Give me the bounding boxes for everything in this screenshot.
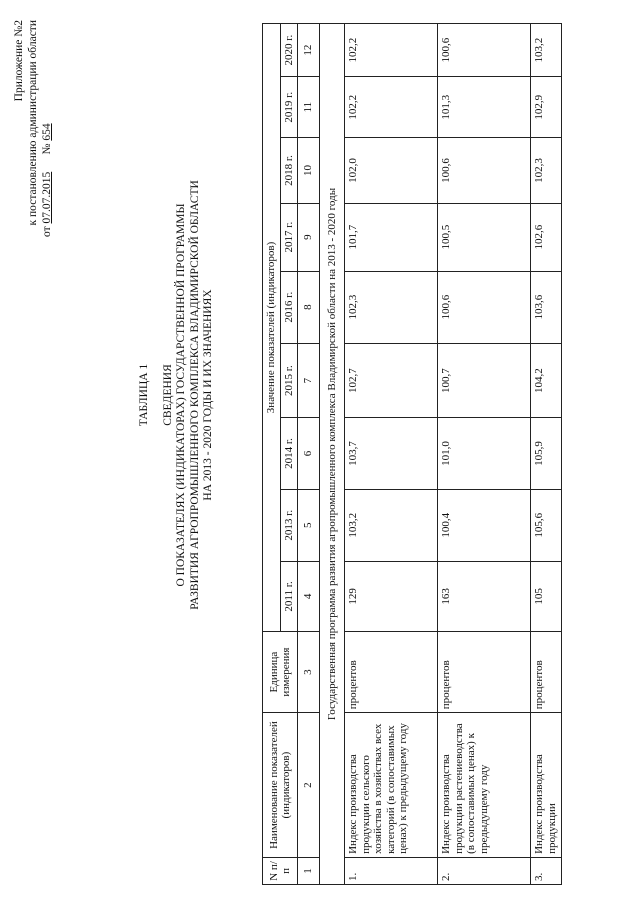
header-row-top xyxy=(263,24,281,885)
value-cell: 103,7 xyxy=(345,418,438,489)
column-index-cell: 2 xyxy=(298,713,320,858)
row-number: 1. xyxy=(345,857,438,884)
number-prefix: № xyxy=(41,143,53,155)
table-row xyxy=(438,24,531,885)
column-index-cell: 6 xyxy=(298,418,320,489)
col-header-name: Наименование показателей (индикаторов) xyxy=(263,713,298,858)
value-cell: 102,2 xyxy=(345,77,438,138)
value-cell: 101,0 xyxy=(438,418,531,489)
year-header: 2014 г. xyxy=(280,418,298,489)
row-unit: процентов xyxy=(531,631,562,712)
year-header: 2016 г. xyxy=(280,271,298,343)
table-number: ТАБЛИЦА 1 xyxy=(138,363,150,427)
row-number: 2. xyxy=(438,857,531,884)
decree-date: 07.07.2015 xyxy=(41,171,53,224)
decree-number: 654 xyxy=(41,123,53,141)
value-cell: 103,2 xyxy=(345,489,438,561)
value-cell: 105,6 xyxy=(531,489,562,561)
value-cell: 102,6 xyxy=(531,203,562,271)
heading-line-1: СВЕДЕНИЯ xyxy=(161,364,174,426)
value-cell: 103,2 xyxy=(531,24,562,77)
col-header-values-group: Значение показателей (индикаторов) xyxy=(263,24,281,632)
year-header: 2011 г. xyxy=(280,561,298,631)
value-cell: 104,2 xyxy=(531,343,562,418)
document-heading xyxy=(138,35,216,755)
column-index-cell: 5 xyxy=(298,489,320,561)
heading-line-2: О ПОКАЗАТЕЛЯХ (ИНДИКАТОРАХ) ГОСУДАРСТВЕННОЙ ПРОГРАММЫ xyxy=(175,203,187,587)
section-row xyxy=(319,24,345,885)
heading-line-4: НА 2013 - 2020 ГОДЫ И ИХ ЗНАЧЕНИЯХ xyxy=(202,289,214,501)
value-cell: 100,6 xyxy=(438,24,531,77)
column-index-cell: 8 xyxy=(298,271,320,343)
value-cell: 103,6 xyxy=(531,271,562,343)
value-cell: 105 xyxy=(531,561,562,631)
value-cell: 102,2 xyxy=(345,24,438,77)
table-row xyxy=(345,24,438,885)
year-header: 2020 г. xyxy=(280,24,298,77)
value-cell: 102,0 xyxy=(345,138,438,204)
column-index-cell: 10 xyxy=(298,138,320,204)
value-cell: 100,6 xyxy=(438,271,531,343)
column-index-cell: 3 xyxy=(298,631,320,712)
annex-date-number xyxy=(40,20,54,255)
annex-decree-line: к постановлению администрации области xyxy=(27,20,39,226)
col-header-unit: Единица измерения xyxy=(263,631,298,712)
value-cell: 100,6 xyxy=(438,138,531,204)
column-index-cell: 12 xyxy=(298,24,320,77)
row-unit: процентов xyxy=(438,631,531,712)
row-unit: процентов xyxy=(345,631,438,712)
year-header: 2013 г. xyxy=(280,489,298,561)
value-cell: 100,4 xyxy=(438,489,531,561)
col-header-num: N п/п xyxy=(263,857,298,884)
indicators-table xyxy=(262,23,562,885)
value-cell: 102,3 xyxy=(345,271,438,343)
value-cell: 102,9 xyxy=(531,77,562,138)
date-prefix: от xyxy=(41,226,53,237)
value-cell: 101,3 xyxy=(438,77,531,138)
column-index-cell: 9 xyxy=(298,203,320,271)
year-header: 2019 г. xyxy=(280,77,298,138)
value-cell: 100,7 xyxy=(438,343,531,418)
year-header: 2015 г. xyxy=(280,343,298,418)
value-cell: 100,5 xyxy=(438,203,531,271)
year-header: 2018 г. xyxy=(280,138,298,204)
row-number: 3. xyxy=(531,857,562,884)
column-index-cell: 11 xyxy=(298,77,320,138)
column-index-cell: 1 xyxy=(298,857,320,884)
heading-line-3: РАЗВИТИЯ АГРОПРОМЫШЛЕННОГО КОМПЛЕКСА ВЛАДИМИРСКОЙ ОБЛАСТИ xyxy=(188,180,201,610)
column-index-cell: 4 xyxy=(298,561,320,631)
annex-title: Приложение №2 xyxy=(13,20,25,102)
section-title: Государственная программа развития агропромышленного комплекса Владимирской области на 2013 - 2020 годы xyxy=(319,24,345,885)
table-row xyxy=(531,24,562,885)
row-indicator-name: Индекс производства продукции xyxy=(531,713,562,858)
year-header: 2017 г. xyxy=(280,203,298,271)
column-index-row xyxy=(298,24,320,885)
value-cell: 163 xyxy=(438,561,531,631)
value-cell: 102,7 xyxy=(345,343,438,418)
row-indicator-name: Индекс производства продукции сельского хозяйства в хозяйствах всех категорий (в сопоставимых ценах) к предыдущему году xyxy=(345,713,438,858)
row-indicator-name: Индекс производства продукции растениеводства (в сопоставимых ценах) к предыдущему году xyxy=(438,713,531,858)
column-index-cell: 7 xyxy=(298,343,320,418)
value-cell: 101,7 xyxy=(345,203,438,271)
value-cell: 102,3 xyxy=(531,138,562,204)
value-cell: 129 xyxy=(345,561,438,631)
value-cell: 105,9 xyxy=(531,418,562,489)
annex-reference xyxy=(12,20,54,255)
